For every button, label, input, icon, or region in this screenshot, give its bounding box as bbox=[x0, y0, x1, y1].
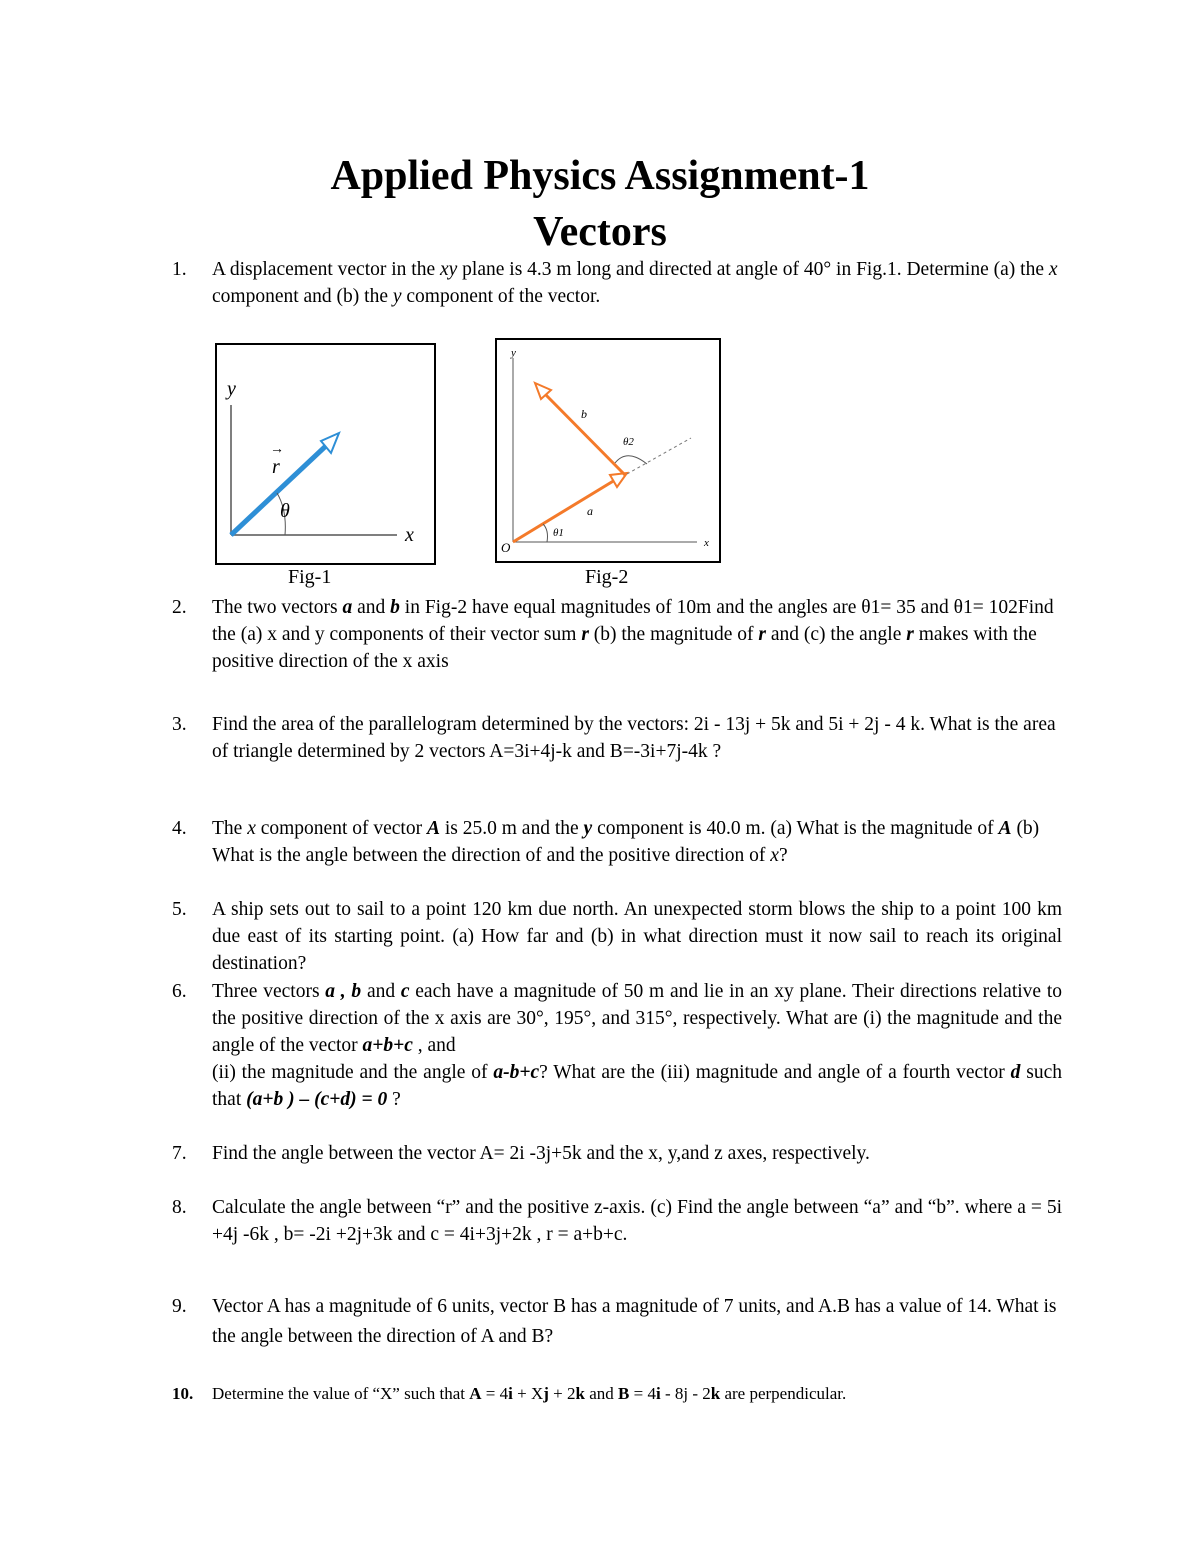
question-4 bbox=[172, 815, 1062, 869]
question-number: 2. bbox=[172, 597, 187, 618]
vector-arrow-icon: → bbox=[270, 442, 284, 457]
question-number: 9. bbox=[172, 1296, 187, 1317]
page-title: Applied Physics Assignment-1 bbox=[330, 153, 870, 199]
question-text: Calculate the angle between “r” and the positive z-axis. (c) Find the angle between “a” and “b”. where a = 5i +4j -6k , b= -2i +2j+3k and c = 4i+3j+2k , r = a+b+c. bbox=[212, 1197, 1062, 1245]
question-number: 1. bbox=[172, 259, 187, 280]
question-text: The two vectors a and b in Fig-2 have equal magnitudes of 10m and the angles are θ1= 35 and θ1= 102Find the (a) x and y components of their vector sum r (b) the magnitude of r and (c) the angle r makes with the positive direction of the x axis bbox=[212, 597, 1054, 672]
x-axis-label: x bbox=[704, 537, 709, 549]
page-subtitle: Vectors bbox=[533, 209, 667, 255]
question-7 bbox=[172, 1140, 1062, 1167]
question-number: 10. bbox=[172, 1384, 194, 1403]
question-text: A displacement vector in the xy plane is 4.3 m long and directed at angle of 40° in Fig.1. Determine (a) the x component and (b) the y component of the vector. bbox=[212, 259, 1058, 307]
vector-r-label: r bbox=[272, 456, 280, 478]
question-number: 4. bbox=[172, 818, 187, 839]
vector-a-label: a bbox=[587, 504, 593, 518]
y-axis-label: y bbox=[227, 378, 236, 400]
question-text: Vector A has a magnitude of 6 units, vector B has a magnitude of 7 units, and A.B has a value of 14. What is the angle between the direction of A and B? bbox=[212, 1296, 1057, 1347]
figure-2-diagram bbox=[497, 340, 719, 561]
question-number: 3. bbox=[172, 714, 187, 735]
figure-1-diagram bbox=[217, 345, 434, 563]
question-5 bbox=[172, 896, 1062, 977]
figure-2 bbox=[495, 338, 721, 563]
question-2 bbox=[172, 594, 1062, 675]
theta1-label: θ1 bbox=[553, 527, 564, 539]
question-6 bbox=[172, 978, 1062, 1113]
angle-label: θ bbox=[280, 500, 290, 522]
theta2-arc bbox=[615, 456, 647, 464]
vector-b-label: b bbox=[581, 407, 587, 421]
theta2-label: θ2 bbox=[623, 436, 634, 448]
question-text: A ship sets out to sail to a point 120 km due north. An unexpected storm blows the ship to a point 100 km due east of its starting point. (a) How far and (b) in what direction must it now sail to reach its original destination? bbox=[212, 899, 1062, 974]
question-1 bbox=[172, 256, 1062, 310]
theta1-arc bbox=[543, 524, 548, 542]
figure-1 bbox=[215, 343, 436, 565]
x-axis-label: x bbox=[405, 524, 414, 546]
question-text: Find the area of the parallelogram determined by the vectors: 2i - 13j + 5k and 5i + 2j - 4 k. What is the area of triangle determined by 2 vectors A=3i+4j-k and B=-3i+7j-4k ? bbox=[212, 714, 1056, 762]
y-axis-label: y bbox=[511, 347, 516, 359]
question-text: Three vectors a , b and c each have a magnitude of 50 m and lie in an xy plane. Their directions relative to the positive direction of the x axis are 30°, 195°, and 315°, respectively. What are (i) the magnitude and the angle of the vector a+b+c , and (ii) the magnitude and the angle of a-b+c? What are the (iii) magnitude and angle of a fourth vector d such that (a+b ) – (c+d) = 0 ? bbox=[212, 981, 1062, 1110]
question-number: 7. bbox=[172, 1143, 187, 1164]
question-number: 6. bbox=[172, 981, 187, 1002]
vector-a-line bbox=[513, 480, 615, 542]
question-8 bbox=[172, 1194, 1062, 1248]
figure-1-caption: Fig-1 bbox=[288, 566, 332, 588]
question-10 bbox=[172, 1380, 1062, 1407]
question-text: Find the angle between the vector A= 2i -3j+5k and the x, y,and z axes, respectively. bbox=[212, 1143, 870, 1164]
vector-b-line bbox=[543, 392, 625, 475]
origin-label: O bbox=[501, 540, 511, 555]
question-3 bbox=[172, 711, 1062, 765]
question-number: 5. bbox=[172, 899, 187, 920]
figure-2-caption: Fig-2 bbox=[585, 566, 629, 588]
question-text: The x component of vector A is 25.0 m and the y component is 40.0 m. (a) What is the magnitude of A (b) What is the angle between the direction of and the positive direction of x? bbox=[212, 818, 1040, 866]
question-text: Determine the value of “X” such that A = 4i + Xj + 2k and B = 4i - 8j - 2k are perpendicular. bbox=[212, 1384, 847, 1403]
dashed-extension bbox=[627, 438, 691, 474]
question-number: 8. bbox=[172, 1197, 187, 1218]
question-9 bbox=[172, 1292, 1062, 1352]
